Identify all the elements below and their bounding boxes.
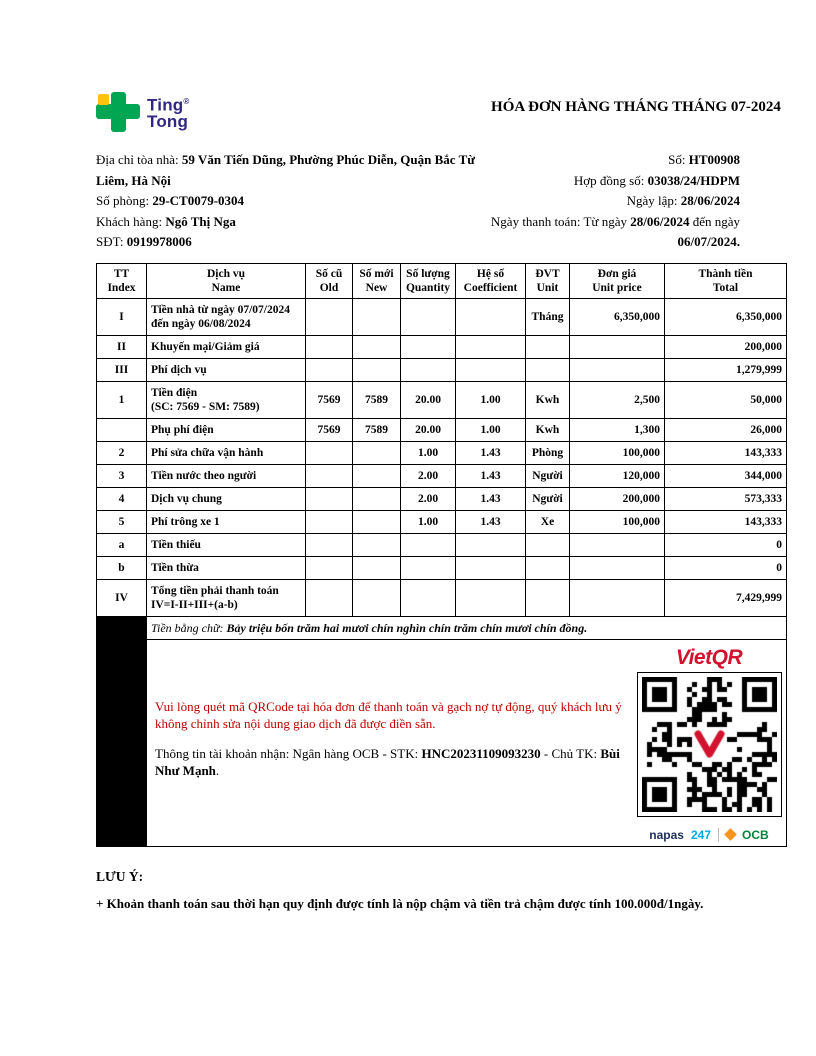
cell-new-reading [353, 464, 401, 487]
meta-left-column [96, 150, 488, 253]
cell-quantity [401, 579, 456, 616]
cell-quantity [401, 298, 456, 335]
table-row [97, 298, 787, 335]
qr-payment-row [97, 639, 787, 846]
cell-unit-price: 2,500 [570, 381, 665, 418]
cell-quantity: 2.00 [401, 464, 456, 487]
cell-unit-price: 120,000 [570, 464, 665, 487]
cell-index: I [97, 298, 147, 335]
cell-unit: Người [526, 464, 570, 487]
cell-quantity: 2.00 [401, 487, 456, 510]
black-filler-cell [97, 616, 147, 639]
cell-new-reading [353, 533, 401, 556]
payment-period-label: Ngày thanh toán: Từ ngày [490, 213, 631, 229]
cell-index: 3 [97, 464, 147, 487]
column-header: Số lượng Quantity [401, 263, 456, 298]
cell-unit [526, 335, 570, 358]
cell-service-name: Khuyến mại/Giảm giá [147, 335, 306, 358]
cell-new-reading [353, 510, 401, 533]
qr-code [637, 672, 782, 817]
table-row [97, 358, 787, 381]
cell-new-reading [353, 556, 401, 579]
cell-new-reading [353, 298, 401, 335]
amount-in-words-label: Tiền bằng chữ: [151, 620, 227, 635]
table-row [97, 381, 787, 418]
cell-total: 26,000 [665, 418, 787, 441]
cell-quantity [401, 335, 456, 358]
account-number-value: HNC20231109093230 [421, 745, 541, 761]
column-header: Đơn giá Unit price [570, 263, 665, 298]
cell-unit: Xe [526, 510, 570, 533]
invoice-meta [96, 150, 786, 253]
cell-total: 6,350,000 [665, 298, 787, 335]
cell-unit-price [570, 533, 665, 556]
vietqr-logo [636, 646, 782, 670]
cell-total: 7,429,999 [665, 579, 787, 616]
building-address-line [96, 150, 488, 191]
napas-247-text: 247 [690, 827, 712, 842]
room-label: Số phòng: [96, 193, 153, 208]
invoice-table [96, 263, 787, 847]
meta-right-column [488, 150, 786, 253]
column-header: ĐVT Unit [526, 263, 570, 298]
room-value: 29-CT0079-0304 [152, 193, 245, 208]
cell-old-reading [306, 464, 353, 487]
column-header: TT Index [97, 263, 147, 298]
amount-in-words-value: Bảy triệu bốn trăm hai mươi chín nghìn chín trăm chín mươi chín đồng. [226, 620, 588, 635]
cell-unit [526, 358, 570, 381]
phone-value: 0919978006 [126, 234, 192, 249]
payment-to-date: 06/07/2024. [677, 234, 740, 249]
invoice-number-value: HT00908 [688, 152, 740, 167]
cell-new-reading [353, 335, 401, 358]
amount-in-words-cell [147, 616, 787, 639]
table-row [97, 464, 787, 487]
account-holder-label: - Chủ TK: [540, 745, 601, 761]
cell-new-reading [353, 487, 401, 510]
cell-unit-price: 200,000 [570, 487, 665, 510]
cell-quantity [401, 358, 456, 381]
ocb-diamond-icon [724, 828, 737, 841]
table-row [97, 335, 787, 358]
cell-old-reading [306, 335, 353, 358]
cell-old-reading [306, 441, 353, 464]
amount-in-words-row [97, 616, 787, 639]
qr-block [636, 644, 782, 842]
phone-line [96, 232, 488, 253]
tingtong-logo [96, 92, 189, 132]
cell-unit: Phòng [526, 441, 570, 464]
cell-coefficient: 1.00 [456, 381, 526, 418]
cell-unit-price [570, 358, 665, 381]
table-row [97, 556, 787, 579]
cell-quantity: 1.00 [401, 510, 456, 533]
column-header: Số cũ Old [306, 263, 353, 298]
tingtong-cross-icon [96, 92, 140, 132]
cell-total: 143,333 [665, 441, 787, 464]
cell-unit [526, 556, 570, 579]
cell-total: 1,279,999 [665, 358, 787, 381]
qr-payment-cell [147, 639, 787, 846]
cell-coefficient [456, 335, 526, 358]
cell-unit: Kwh [526, 418, 570, 441]
cell-coefficient: 1.00 [456, 418, 526, 441]
cell-new-reading [353, 358, 401, 381]
cell-coefficient: 1.43 [456, 441, 526, 464]
cell-new-reading [353, 441, 401, 464]
cell-index: 4 [97, 487, 147, 510]
note-title: LƯU Ý: [96, 868, 144, 884]
cell-total: 50,000 [665, 381, 787, 418]
cell-old-reading [306, 533, 353, 556]
cell-quantity: 20.00 [401, 381, 456, 418]
cell-service-name: Phí dịch vụ [147, 358, 306, 381]
cell-unit: Tháng [526, 298, 570, 335]
column-header: Thành tiền Total [665, 263, 787, 298]
cell-service-name: Dịch vụ chung [147, 487, 306, 510]
cell-coefficient: 1.43 [456, 487, 526, 510]
cell-unit-price [570, 556, 665, 579]
cell-quantity [401, 556, 456, 579]
cell-index: 2 [97, 441, 147, 464]
bank-logos [636, 828, 782, 842]
tingtong-logo-text [147, 94, 189, 130]
logo-line2: Tong [147, 111, 189, 131]
table-row [97, 487, 787, 510]
cell-service-name: Tiền điện (SC: 7569 - SM: 7589) [147, 381, 306, 418]
vietqr-qr-text: QR [711, 645, 743, 669]
cell-new-reading [353, 579, 401, 616]
qr-warning-text: Vui lòng quét mã QRCode tại hóa đơn để thanh toán và gạch nợ tự động, quý khách lưu ý không chỉnh sửa nội dung giao dịch đã được điền sẵn. [155, 698, 622, 731]
cell-old-reading: 7569 [306, 381, 353, 418]
cell-old-reading [306, 510, 353, 533]
cell-service-name: Tiền thiếu [147, 533, 306, 556]
column-header: Số mới New [353, 263, 401, 298]
cell-service-name: Tiền nước theo người [147, 464, 306, 487]
cell-index: II [97, 335, 147, 358]
cell-index: IV [97, 579, 147, 616]
issue-date-value: 28/06/2024 [680, 193, 740, 208]
contract-number-line [488, 171, 740, 192]
invoice-number-line [488, 150, 740, 171]
contract-value: 03038/24/HDPM [647, 172, 740, 188]
issue-date-label: Ngày lập: [626, 193, 681, 208]
cell-unit [526, 533, 570, 556]
logo-registered-mark: ® [183, 97, 190, 107]
black-filler-cell [97, 639, 147, 846]
cell-total: 200,000 [665, 335, 787, 358]
ocb-logo: OCB [742, 827, 769, 842]
address-value: 59 Văn Tiến Dũng, Phường Phúc Diễn, Quận Bắc Từ Liêm, Hà Nội [96, 152, 476, 188]
cell-index: III [97, 358, 147, 381]
cell-unit-price [570, 579, 665, 616]
late-payment-note: + Khoản thanh toán sau thời hạn quy định được tính là nộp chậm và tiền trả chậm được tính 100.000đ/1ngày. [96, 895, 704, 911]
cell-unit: Kwh [526, 381, 570, 418]
column-header: Dịch vụ Name [147, 263, 306, 298]
cell-coefficient [456, 358, 526, 381]
cell-old-reading [306, 298, 353, 335]
table-row [97, 510, 787, 533]
account-info-label: Thông tin tài khoản nhận: Ngân hàng OCB - STK: [155, 745, 422, 761]
customer-value: Ngô Thị Nga [165, 213, 236, 229]
cell-service-name: Tổng tiền phải thanh toán IV=I-II+III+(a-b) [147, 579, 306, 616]
column-header: Hệ số Coefficient [456, 263, 526, 298]
issue-date-line [488, 191, 740, 212]
cell-service-name: Tiền thừa [147, 556, 306, 579]
cell-quantity: 1.00 [401, 441, 456, 464]
cell-total: 0 [665, 556, 787, 579]
cell-total: 344,000 [665, 464, 787, 487]
napas-logo: napas [649, 827, 684, 842]
cell-total: 0 [665, 533, 787, 556]
cell-coefficient: 1.43 [456, 510, 526, 533]
cell-index: 1 [97, 381, 147, 418]
cell-quantity [401, 533, 456, 556]
cell-new-reading: 7589 [353, 381, 401, 418]
logo-line1: Ting [147, 95, 184, 115]
cell-old-reading [306, 487, 353, 510]
contract-label: Hợp đồng số: [573, 172, 648, 188]
table-special-rows [97, 616, 787, 846]
cell-unit-price: 1,300 [570, 418, 665, 441]
cell-unit-price [570, 335, 665, 358]
cell-coefficient [456, 579, 526, 616]
cell-coefficient [456, 533, 526, 556]
table-body [97, 298, 787, 616]
cell-new-reading: 7589 [353, 418, 401, 441]
customer-line [96, 212, 488, 233]
cell-coefficient [456, 556, 526, 579]
cell-index: a [97, 533, 147, 556]
customer-label: Khách hàng: [96, 213, 166, 229]
table-header-row [97, 263, 787, 298]
cell-index: b [97, 556, 147, 579]
cell-unit: Người [526, 487, 570, 510]
header [96, 92, 786, 132]
cell-total: 143,333 [665, 510, 787, 533]
vietqr-viet-text: Viet [675, 645, 712, 669]
payment-from-date: 28/06/2024 [630, 213, 690, 229]
invoice-number-label: Số: [668, 152, 689, 167]
cell-service-name: Phụ phí điện [147, 418, 306, 441]
cell-service-name: Phí sửa chữa vận hành [147, 441, 306, 464]
cell-coefficient: 1.43 [456, 464, 526, 487]
table-row [97, 418, 787, 441]
account-info-period: . [215, 763, 220, 778]
cell-old-reading [306, 579, 353, 616]
cell-index: 5 [97, 510, 147, 533]
address-label: Địa chỉ tòa nhà: [96, 152, 182, 167]
document-title: HÓA ĐƠN HÀNG THÁNG THÁNG 07-2024 [491, 99, 781, 115]
account-holder-value: Bùi Như Mạnh [155, 745, 620, 778]
cell-total: 573,333 [665, 487, 787, 510]
cell-old-reading [306, 358, 353, 381]
payment-between-label: đến ngày [689, 213, 740, 229]
table-row [97, 441, 787, 464]
logo-divider [718, 828, 719, 842]
cell-unit-price: 6,350,000 [570, 298, 665, 335]
cell-service-name: Tiền nhà từ ngày 07/07/2024 đến ngày 06/08/2024 [147, 298, 306, 335]
table-row [97, 579, 787, 616]
room-number-line [96, 191, 488, 212]
cell-quantity: 20.00 [401, 418, 456, 441]
table-row [97, 533, 787, 556]
cell-old-reading: 7569 [306, 418, 353, 441]
account-info-line [155, 745, 624, 780]
cell-old-reading [306, 556, 353, 579]
cell-unit [526, 579, 570, 616]
cell-unit-price: 100,000 [570, 510, 665, 533]
cell-unit-price: 100,000 [570, 441, 665, 464]
cell-coefficient [456, 298, 526, 335]
cell-index [97, 418, 147, 441]
payment-instructions [151, 644, 636, 780]
footer-notes [96, 869, 786, 912]
cell-service-name: Phí trông xe 1 [147, 510, 306, 533]
payment-period-line [488, 212, 740, 253]
phone-label: SĐT: [96, 234, 127, 249]
